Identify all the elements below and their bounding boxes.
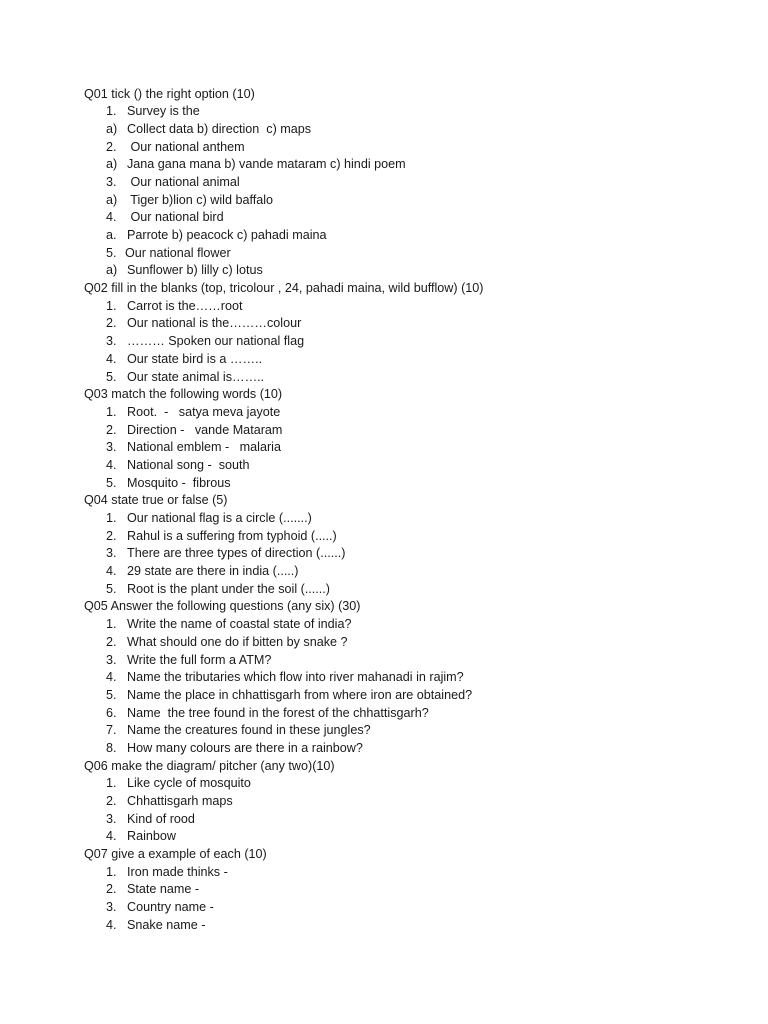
question-heading bbox=[84, 386, 728, 404]
list-item-text: Write the name of coastal state of india? bbox=[127, 617, 352, 632]
list-item-marker: a. bbox=[106, 228, 117, 242]
list-item-marker: 5. bbox=[106, 245, 117, 260]
list-item-text: ……… Spoken our national flag bbox=[127, 334, 305, 349]
list-item-text: Rainbow bbox=[127, 829, 177, 844]
list-item-marker: 4. bbox=[106, 829, 117, 844]
list-item bbox=[84, 652, 728, 670]
list-item-text: Name the place in chhattisgarh from where iron are obtained? bbox=[127, 687, 473, 702]
list-item bbox=[84, 793, 728, 811]
list-item-marker: 3. bbox=[106, 546, 117, 561]
list-item bbox=[84, 121, 728, 139]
list-item bbox=[84, 740, 728, 758]
list-item bbox=[84, 439, 728, 457]
question-heading-text: Q06 make the diagram/ pitcher (any two)(10) bbox=[84, 758, 335, 773]
list-item bbox=[84, 404, 728, 422]
list-item-marker: 5. bbox=[106, 369, 117, 384]
list-item-text: Write the full form a ATM? bbox=[127, 652, 272, 667]
question-heading bbox=[84, 598, 728, 616]
list-item-text: Mosquito - fibrous bbox=[127, 475, 231, 490]
list-item bbox=[84, 298, 728, 316]
list-item bbox=[84, 563, 728, 581]
list-item bbox=[84, 705, 728, 723]
list-item-text: Rahul is a suffering from typhoid (.....) bbox=[127, 528, 337, 543]
list-item bbox=[84, 315, 728, 333]
list-item bbox=[84, 881, 728, 899]
question-heading-text: Q03 match the following words (10) bbox=[84, 387, 283, 402]
list-item-marker: 4. bbox=[106, 351, 117, 366]
list-item-text: State name - bbox=[127, 882, 200, 897]
list-item bbox=[84, 616, 728, 634]
list-item-text: Our state bird is a …….. bbox=[127, 351, 263, 366]
list-item-marker: a) bbox=[106, 121, 118, 136]
list-item bbox=[84, 227, 728, 245]
list-item bbox=[84, 156, 728, 174]
list-item-marker: 1. bbox=[106, 298, 117, 313]
list-item-text: Country name - bbox=[127, 900, 214, 915]
list-item-text: Sunflower b) lilly c) lotus bbox=[127, 263, 263, 278]
list-item-text: Our national animal bbox=[127, 174, 240, 189]
list-item-marker: 4. bbox=[106, 457, 117, 472]
list-item bbox=[84, 103, 728, 121]
list-item-text: Iron made thinks - bbox=[127, 864, 228, 879]
list-item-text: Our national is the………colour bbox=[127, 316, 302, 331]
list-item bbox=[84, 669, 728, 687]
list-item-text: Root. - satya meva jayote bbox=[127, 404, 281, 419]
list-item-text: Name the tributaries which flow into river mahanadi in rajim? bbox=[127, 670, 464, 685]
question-list bbox=[84, 86, 728, 935]
list-item bbox=[84, 828, 728, 846]
list-item-marker: 5. bbox=[106, 581, 117, 596]
list-item-marker: 2. bbox=[106, 882, 117, 897]
list-item bbox=[84, 775, 728, 793]
question-heading bbox=[84, 758, 728, 776]
list-item bbox=[84, 422, 728, 440]
list-item-text: National emblem - malaria bbox=[127, 440, 281, 455]
list-item-text: Direction - vande Mataram bbox=[127, 422, 283, 437]
list-item bbox=[84, 351, 728, 369]
question-heading bbox=[84, 846, 728, 864]
list-item-text: Kind of rood bbox=[127, 811, 195, 826]
list-item bbox=[84, 475, 728, 493]
list-item-text: Name the tree found in the forest of the chhattisgarh? bbox=[127, 705, 429, 720]
list-item-marker: 5. bbox=[106, 475, 117, 490]
list-item-text: Survey is the bbox=[127, 104, 200, 119]
question-heading-text: Q04 state true or false (5) bbox=[84, 493, 228, 508]
list-item-marker: 1. bbox=[106, 864, 117, 879]
list-item-text: Carrot is the……root bbox=[127, 298, 243, 313]
question-heading-text: Q05 Answer the following questions (any six) (30) bbox=[84, 599, 361, 614]
list-item-marker: 2. bbox=[106, 316, 117, 331]
list-item-text: There are three types of direction (......) bbox=[127, 546, 346, 561]
list-item-text: 29 state are there in india (.....) bbox=[127, 564, 299, 579]
list-item bbox=[84, 687, 728, 705]
list-item-text: Root is the plant under the soil (......) bbox=[127, 581, 331, 596]
list-item-text: Our national flower bbox=[125, 245, 231, 260]
list-item bbox=[84, 528, 728, 546]
list-item-marker: a) bbox=[106, 192, 118, 207]
list-item-marker: 2. bbox=[106, 634, 117, 649]
list-item-text: How many colours are there in a rainbow? bbox=[127, 740, 363, 755]
list-item bbox=[84, 634, 728, 652]
list-item-text: Name the creatures found in these jungles? bbox=[127, 723, 371, 738]
question-heading-text: Q02 fill in the blanks (top, tricolour , 24, pahadi maina, wild bufflow) (10) bbox=[84, 281, 484, 296]
list-item-marker: 1. bbox=[106, 404, 117, 419]
list-item bbox=[84, 864, 728, 882]
list-item-marker: 7. bbox=[106, 723, 117, 738]
list-item bbox=[84, 369, 728, 387]
list-item-marker: 4. bbox=[106, 670, 117, 685]
list-item-text: Tiger b)lion c) wild baffalo bbox=[127, 192, 274, 207]
list-item bbox=[84, 811, 728, 829]
list-item-marker: 4. bbox=[106, 564, 117, 579]
list-item-marker: 3. bbox=[106, 652, 117, 667]
list-item-marker: a) bbox=[106, 157, 118, 172]
list-item-marker: 8. bbox=[106, 740, 117, 755]
question-heading bbox=[84, 86, 728, 104]
list-item-marker: 3. bbox=[106, 811, 117, 826]
list-item-marker: 2. bbox=[106, 794, 117, 808]
list-item-marker: 3. bbox=[106, 900, 117, 915]
list-item-text: Jana gana mana b) vande mataram c) hindi poem bbox=[127, 157, 406, 172]
list-item-marker: 5. bbox=[106, 687, 117, 702]
list-item-marker: a) bbox=[106, 263, 118, 278]
list-item-marker: 2. bbox=[106, 528, 117, 543]
list-item-marker: 2. bbox=[106, 422, 117, 437]
list-item bbox=[84, 209, 728, 227]
list-item-text: Chhattisgarh maps bbox=[127, 794, 233, 808]
list-item-marker: 1. bbox=[106, 776, 117, 791]
list-item-text: Collect data b) direction c) maps bbox=[127, 121, 312, 136]
list-item bbox=[84, 192, 728, 210]
list-item-marker: 3. bbox=[106, 440, 117, 455]
question-heading bbox=[84, 280, 728, 298]
list-item-marker: 1. bbox=[106, 511, 117, 525]
list-item-text: National song - south bbox=[127, 457, 250, 472]
question-heading bbox=[84, 492, 728, 510]
list-item-text: Like cycle of mosquito bbox=[127, 776, 251, 791]
list-item-text: Our national bird bbox=[127, 210, 224, 225]
list-item-text: Our national anthem bbox=[127, 139, 245, 154]
list-item-marker: 2. bbox=[106, 139, 117, 154]
list-item bbox=[84, 262, 728, 280]
list-item bbox=[84, 510, 728, 528]
list-item bbox=[84, 917, 728, 935]
list-item-marker: 4. bbox=[106, 210, 117, 225]
list-item bbox=[84, 174, 728, 192]
list-item-text: Our national flag is a circle (.......) bbox=[127, 511, 312, 525]
list-item bbox=[84, 245, 728, 263]
list-item-marker: 4. bbox=[106, 917, 117, 932]
question-heading-text: Q01 tick () the right option (10) bbox=[84, 86, 255, 101]
list-item-text: Snake name - bbox=[127, 917, 206, 932]
list-item-text: Parrote b) peacock c) pahadi maina bbox=[127, 228, 327, 242]
list-item bbox=[84, 457, 728, 475]
question-heading-text: Q07 give a example of each (10) bbox=[84, 847, 267, 862]
list-item-marker: 1. bbox=[106, 104, 117, 119]
list-item bbox=[84, 581, 728, 599]
list-item bbox=[84, 139, 728, 157]
list-item-marker: 3. bbox=[106, 174, 117, 189]
list-item-marker: 6. bbox=[106, 705, 117, 720]
list-item-marker: 3. bbox=[106, 334, 117, 349]
list-item bbox=[84, 333, 728, 351]
list-item-text: Our state animal is…….. bbox=[127, 369, 265, 384]
list-item bbox=[84, 545, 728, 563]
list-item bbox=[84, 722, 728, 740]
list-item-marker: 1. bbox=[106, 617, 117, 632]
list-item-text: What should one do if bitten by snake ? bbox=[127, 634, 348, 649]
list-item bbox=[84, 899, 728, 917]
